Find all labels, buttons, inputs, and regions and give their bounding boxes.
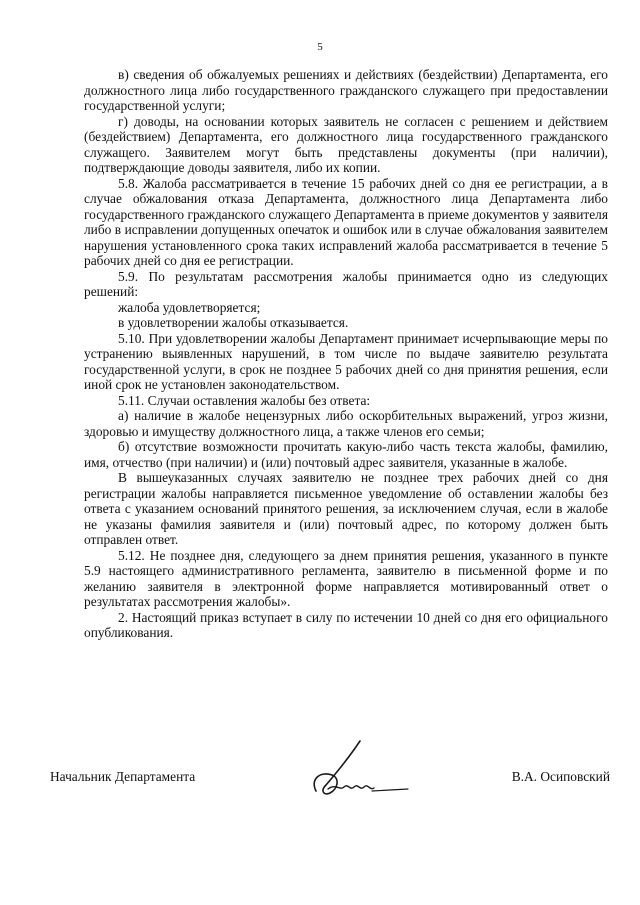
- paragraph: 5.10. При удовлетворении жалобы Департамент принимает исчерпывающие меры по устранению выявленных нарушений, в том числе по выдаче заявителю результата государственной услуги, в срок не позднее 5 рабочих дней со дня принятия решения, если иной срок не установлен законодательством.: [84, 330, 608, 392]
- paragraph: 5.8. Жалоба рассматривается в течение 15 рабочих дней со дня ее регистрации, а в случае обжалования отказа Департамента, должностного лица Департамента либо государственного гражданского служащего Департамента в приеме документов у заявителя либо в исправлении допущенных опечаток и ошибок или в случае обжалования заявителем нарушения установленного срока таких исправлений жалоба рассматривается в течение 5 рабочих дней со дня ее регистрации.: [84, 175, 608, 268]
- paragraph: 5.9. По результатам рассмотрения жалобы принимается одно из следующих решений:: [84, 268, 608, 299]
- page-number: 5: [317, 41, 323, 53]
- paragraph: г) доводы, на основании которых заявитель не согласен с решением и действием (бездействием) Департамента, его должностного лица государственного гражданского служащего. Заявителем могут быть представлены документы (при наличии), подтверждающие доводы заявителя, либо их копии.: [84, 113, 608, 175]
- paragraph: В вышеуказанных случаях заявителю не позднее трех рабочих дней со дня регистрации жалобы направляется письменное уведомление об оставлении жалобы без ответа с указанием оснований принятого решения, за исключением случая, если в жалобе не указаны фамилия заявителя и (или) почтовый адрес, по которому должен быть отправлен ответ.: [84, 470, 608, 547]
- handwritten-signature: [280, 731, 420, 821]
- paragraph: в) сведения об обжалуемых решениях и действиях (бездействии) Департамента, его должностного лица либо государственного гражданского служащего при предоставлении государственной услуги;: [84, 67, 608, 113]
- paragraph: в удовлетворении жалобы отказывается.: [118, 315, 349, 330]
- paragraph: 5.12. Не позднее дня, следующего за днем принятия решения, указанного в пункте 5.9 настоящего административного регламента, заявителю в письменной форме и по желанию заявителя в электронной форме направляется мотивированный ответ о результатах рассмотрения жалобы».: [84, 547, 608, 609]
- paragraph: 5.11. Случаи оставления жалобы без ответа:: [118, 392, 371, 408]
- paragraph: жалоба удовлетворяется;: [118, 299, 261, 315]
- document-body: [84, 67, 608, 641]
- paragraph: б) отсутствие возможности прочитать какую-либо часть текста жалобы, фамилию, имя, отчество (при наличии) и (или) почтовый адрес заявителя, указанные в жалобе.: [84, 439, 608, 470]
- paragraph: 2. Настоящий приказ вступает в силу по истечении 10 дней со дня его официального опубликования.: [84, 609, 608, 640]
- signatory-title: Начальник Департамента: [50, 769, 196, 784]
- signatory-name: В.А. Осиповский: [511, 769, 610, 784]
- signature-block: [50, 761, 610, 821]
- paragraph: а) наличие в жалобе нецензурных либо оскорбительных выражений, угроз жизни, здоровью и имуществу должностного лица, а также членов его семьи;: [84, 408, 608, 439]
